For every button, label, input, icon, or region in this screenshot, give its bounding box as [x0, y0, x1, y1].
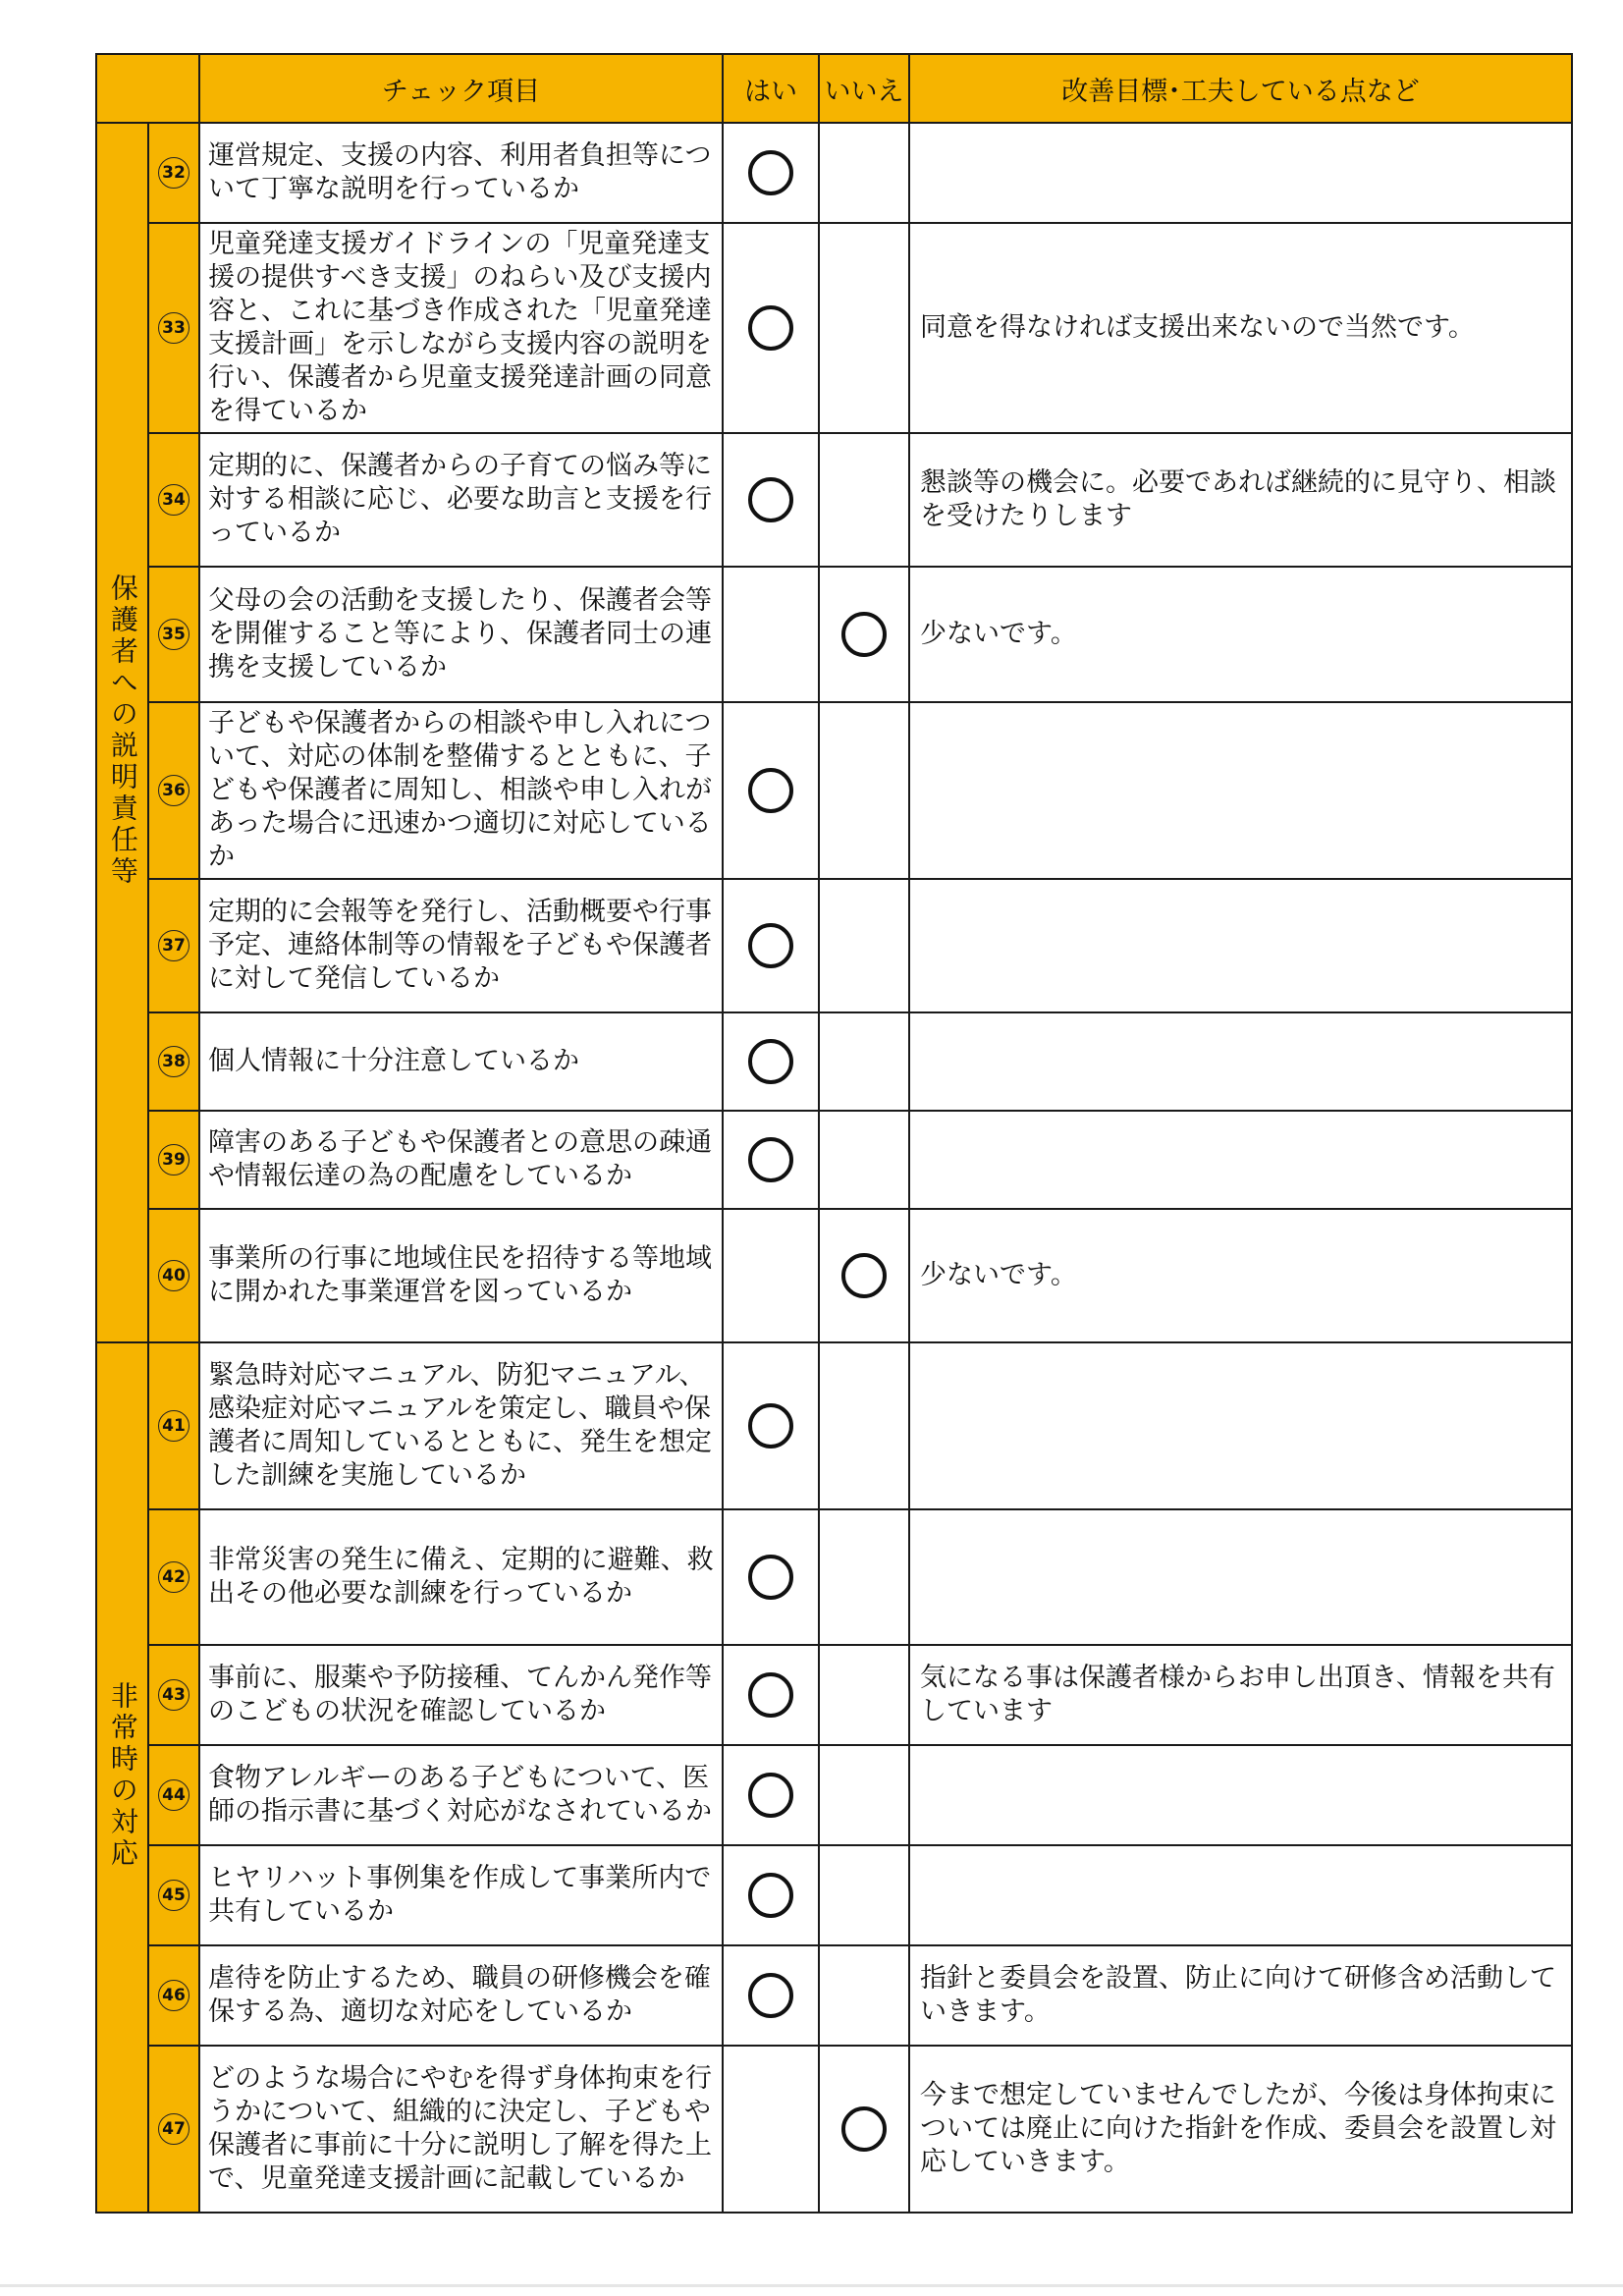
item-number-badge: 34: [158, 484, 189, 516]
note-text: [909, 1845, 1572, 1945]
checklist-row: [96, 702, 1572, 879]
circle-mark-icon: [748, 1039, 793, 1084]
yes-cell: [723, 1945, 819, 2046]
item-number: [148, 1645, 199, 1745]
circle-mark-icon: [748, 768, 793, 813]
note-text: 今まで想定していませんでしたが、今後は身体拘束については廃止に向けた指針を作成、委員会を設置し対応していきます。: [909, 2046, 1572, 2213]
no-cell: [819, 433, 909, 567]
item-number-badge: 33: [158, 312, 189, 344]
no-cell: [819, 1745, 909, 1845]
circle-mark-icon: [841, 612, 887, 657]
checklist-table: [95, 53, 1573, 2214]
category-label: 非常時の対応: [106, 1681, 139, 1870]
checklist-sheet: [95, 53, 1571, 2214]
item-number-badge: 47: [158, 2113, 189, 2145]
item-number-badge: 42: [158, 1561, 189, 1593]
item-number: [148, 123, 199, 223]
yes-cell: [723, 2046, 819, 2213]
yes-cell: [723, 223, 819, 433]
yes-cell: [723, 1012, 819, 1111]
item-number: [148, 1745, 199, 1845]
no-cell: [819, 1509, 909, 1645]
item-number: [148, 2046, 199, 2213]
check-item-text: 緊急時対応マニュアル、防犯マニュアル、感染症対応マニュアルを策定し、職員や保護者に周知しているとともに、発生を想定した訓練を実施しているか: [199, 1342, 723, 1509]
item-number: [148, 1209, 199, 1342]
no-cell: [819, 2046, 909, 2213]
header-notes: 改善目標･工夫している点など: [909, 54, 1572, 123]
category-explanation: [96, 123, 148, 1342]
checklist-row: [96, 1509, 1572, 1645]
checklist-row: [96, 1111, 1572, 1209]
item-number-badge: 46: [158, 1980, 189, 2011]
no-cell: [819, 1845, 909, 1945]
no-cell: [819, 1111, 909, 1209]
check-item-text: 父母の会の活動を支援したり、保護者会等を開催すること等により、保護者同士の連携を支援しているか: [199, 567, 723, 702]
circle-mark-icon: [748, 1773, 793, 1818]
item-number: [148, 1509, 199, 1645]
circle-mark-icon: [748, 923, 793, 968]
item-number: [148, 1845, 199, 1945]
check-item-text: どのような場合にやむを得ず身体拘束を行うかについて、組織的に決定し、子どもや保護者に事前に十分に説明し了解を得た上で、児童発達支援計画に記載しているか: [199, 2046, 723, 2213]
no-cell: [819, 879, 909, 1012]
no-cell: [819, 567, 909, 702]
circle-mark-icon: [748, 1403, 793, 1449]
item-number: [148, 567, 199, 702]
no-cell: [819, 1209, 909, 1342]
note-text: 同意を得なければ支援出来ないので当然です。: [909, 223, 1572, 433]
checklist-row: [96, 1012, 1572, 1111]
circle-mark-icon: [748, 477, 793, 522]
no-cell: [819, 702, 909, 879]
item-number-badge: 41: [158, 1410, 189, 1442]
note-text: [909, 1509, 1572, 1645]
checklist-row: [96, 1342, 1572, 1509]
item-number: [148, 1111, 199, 1209]
check-item-text: 定期的に、保護者からの子育ての悩み等に対する相談に応じ、必要な助言と支援を行っているか: [199, 433, 723, 567]
check-item-text: 事前に、服薬や予防接種、てんかん発作等のこどもの状況を確認しているか: [199, 1645, 723, 1745]
circle-mark-icon: [748, 305, 793, 351]
header-no: いいえ: [819, 54, 909, 123]
check-item-text: 虐待を防止するため、職員の研修機会を確保する為、適切な対応をしているか: [199, 1945, 723, 2046]
note-text: [909, 1111, 1572, 1209]
check-item-text: 運営規定、支援の内容、利用者負担等について丁寧な説明を行っているか: [199, 123, 723, 223]
checklist-row: [96, 1845, 1572, 1945]
check-item-text: 食物アレルギーのある子どもについて、医師の指示書に基づく対応がなされているか: [199, 1745, 723, 1845]
circle-mark-icon: [748, 1973, 793, 2018]
check-item-text: 個人情報に十分注意しているか: [199, 1012, 723, 1111]
check-item-text: 子どもや保護者からの相談や申し入れについて、対応の体制を整備するとともに、子どもや保護者に周知し、相談や申し入れがあった場合に迅速かつ適切に対応しているか: [199, 702, 723, 879]
item-number: [148, 223, 199, 433]
yes-cell: [723, 1209, 819, 1342]
header-row: [96, 54, 1572, 123]
no-cell: [819, 123, 909, 223]
yes-cell: [723, 1845, 819, 1945]
yes-cell: [723, 1342, 819, 1509]
yes-cell: [723, 123, 819, 223]
check-item-text: 事業所の行事に地域住民を招待する等地域に開かれた事業運営を図っているか: [199, 1209, 723, 1342]
checklist-row: [96, 2046, 1572, 2213]
item-number-badge: 43: [158, 1679, 189, 1711]
yes-cell: [723, 702, 819, 879]
item-number: [148, 1342, 199, 1509]
note-text: 少ないです。: [909, 1209, 1572, 1342]
checklist-row: [96, 433, 1572, 567]
yes-cell: [723, 1509, 819, 1645]
note-text: [909, 1342, 1572, 1509]
check-item-text: 定期的に会報等を発行し、活動概要や行事予定、連絡体制等の情報を子どもや保護者に対して発信しているか: [199, 879, 723, 1012]
note-text: [909, 1745, 1572, 1845]
header-blank: [96, 54, 199, 123]
item-number-badge: 40: [158, 1260, 189, 1291]
checklist-row: [96, 123, 1572, 223]
check-item-text: 児童発達支援ガイドラインの「児童発達支援の提供すべき支援」のねらい及び支援内容と、これに基づき作成された「児童発達支援計画」を示しながら支援内容の説明を行い、保護者から児童支援発達計画の同意を得ているか: [199, 223, 723, 433]
item-number-badge: 36: [158, 775, 189, 806]
header-yes: はい: [723, 54, 819, 123]
item-number: [148, 1945, 199, 2046]
scan-edge: [0, 2284, 1623, 2287]
note-text: 少ないです。: [909, 567, 1572, 702]
item-number: [148, 879, 199, 1012]
yes-cell: [723, 567, 819, 702]
note-text: [909, 1012, 1572, 1111]
header-check-item: チェック項目: [199, 54, 723, 123]
checklist-row: [96, 1745, 1572, 1845]
yes-cell: [723, 433, 819, 567]
circle-mark-icon: [748, 1137, 793, 1182]
circle-mark-icon: [748, 1555, 793, 1600]
yes-cell: [723, 1645, 819, 1745]
circle-mark-icon: [841, 1253, 887, 1298]
yes-cell: [723, 1745, 819, 1845]
checklist-row: [96, 223, 1572, 433]
no-cell: [819, 1012, 909, 1111]
no-cell: [819, 223, 909, 433]
item-number-badge: 39: [158, 1144, 189, 1175]
circle-mark-icon: [841, 2106, 887, 2152]
check-item-text: 障害のある子どもや保護者との意思の疎通や情報伝達の為の配慮をしているか: [199, 1111, 723, 1209]
yes-cell: [723, 879, 819, 1012]
no-cell: [819, 1645, 909, 1745]
check-item-text: 非常災害の発生に備え、定期的に避難、救出その他必要な訓練を行っているか: [199, 1509, 723, 1645]
circle-mark-icon: [748, 1672, 793, 1718]
item-number: [148, 433, 199, 567]
category-emergency: [96, 1342, 148, 2213]
note-text: 指針と委員会を設置、防止に向けて研修含め活動していきます。: [909, 1945, 1572, 2046]
checklist-row: [96, 1945, 1572, 2046]
note-text: 懇談等の機会に。必要であれば継続的に見守り、相談を受けたりします: [909, 433, 1572, 567]
item-number-badge: 37: [158, 930, 189, 961]
item-number: [148, 1012, 199, 1111]
category-label: 保護者への説明責任等: [106, 574, 139, 888]
circle-mark-icon: [748, 150, 793, 195]
checklist-row: [96, 1645, 1572, 1745]
checklist-row: [96, 879, 1572, 1012]
no-cell: [819, 1342, 909, 1509]
check-item-text: ヒヤリハット事例集を作成して事業所内で共有しているか: [199, 1845, 723, 1945]
note-text: [909, 702, 1572, 879]
checklist-row: [96, 567, 1572, 702]
no-cell: [819, 1945, 909, 2046]
item-number-badge: 32: [158, 157, 189, 189]
item-number-badge: 45: [158, 1880, 189, 1911]
yes-cell: [723, 1111, 819, 1209]
checklist-row: [96, 1209, 1572, 1342]
note-text: [909, 879, 1572, 1012]
note-text: 気になる事は保護者様からお申し出頂き、情報を共有しています: [909, 1645, 1572, 1745]
circle-mark-icon: [748, 1873, 793, 1918]
note-text: [909, 123, 1572, 223]
item-number-badge: 44: [158, 1779, 189, 1811]
item-number: [148, 702, 199, 879]
item-number-badge: 38: [158, 1046, 189, 1077]
item-number-badge: 35: [158, 619, 189, 650]
